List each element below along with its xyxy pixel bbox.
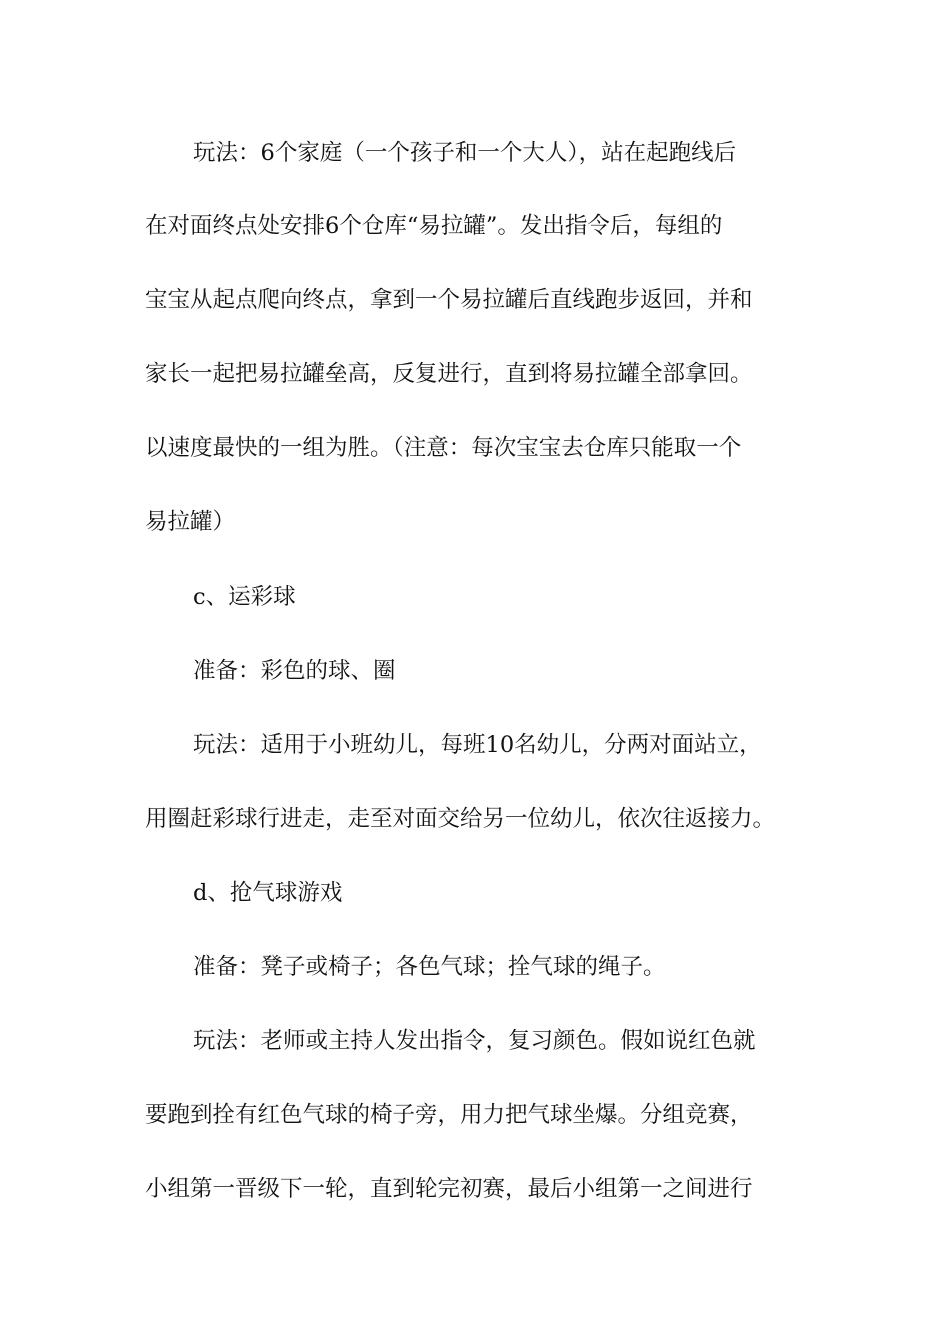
section-heading: c、运彩球 (193, 584, 296, 610)
paragraph-line: 易拉罐） (145, 509, 236, 535)
paragraph-line: 宝宝从起点爬向终点，拿到一个易拉罐后直线跑步返回，并和 (145, 287, 753, 313)
paragraph-line: 用圈赶彩球行进走，走至对面交给另一位幼儿，依次往返接力。 (145, 806, 776, 832)
paragraph-line: 家长一起把易拉罐垒高，反复进行，直到将易拉罐全部拿回。 (145, 361, 753, 387)
section-heading: d、抢气球游戏 (193, 880, 343, 906)
paragraph-line: 玩法：适用于小班幼儿，每班10名幼儿，分两对面站立， (193, 732, 762, 758)
paragraph-line: 以速度最快的一组为胜。（注意：每次宝宝去仓库只能取一个 (145, 435, 742, 461)
paragraph-line: 小组第一晋级下一轮，直到轮完初赛，最后小组第一之间进行 (145, 1176, 753, 1202)
paragraph-line: 在对面终点处安排6个仓库“易拉罐”。发出指令后，每组的 (145, 213, 723, 239)
paragraph-line: 要跑到拴有红色气球的椅子旁，用力把气球坐爆。分组竞赛， (145, 1102, 753, 1128)
paragraph-line: 玩法：老师或主持人发出指令，复习颜色。假如说红色就 (193, 1028, 756, 1054)
paragraph-line: 玩法：6个家庭（一个孩子和一个大人），站在起跑线后 (193, 140, 737, 166)
paragraph-line: 准备：彩色的球、圈 (193, 658, 396, 684)
paragraph-line: 准备：凳子或椅子；各色气球；拴气球的绳子。 (193, 954, 666, 980)
